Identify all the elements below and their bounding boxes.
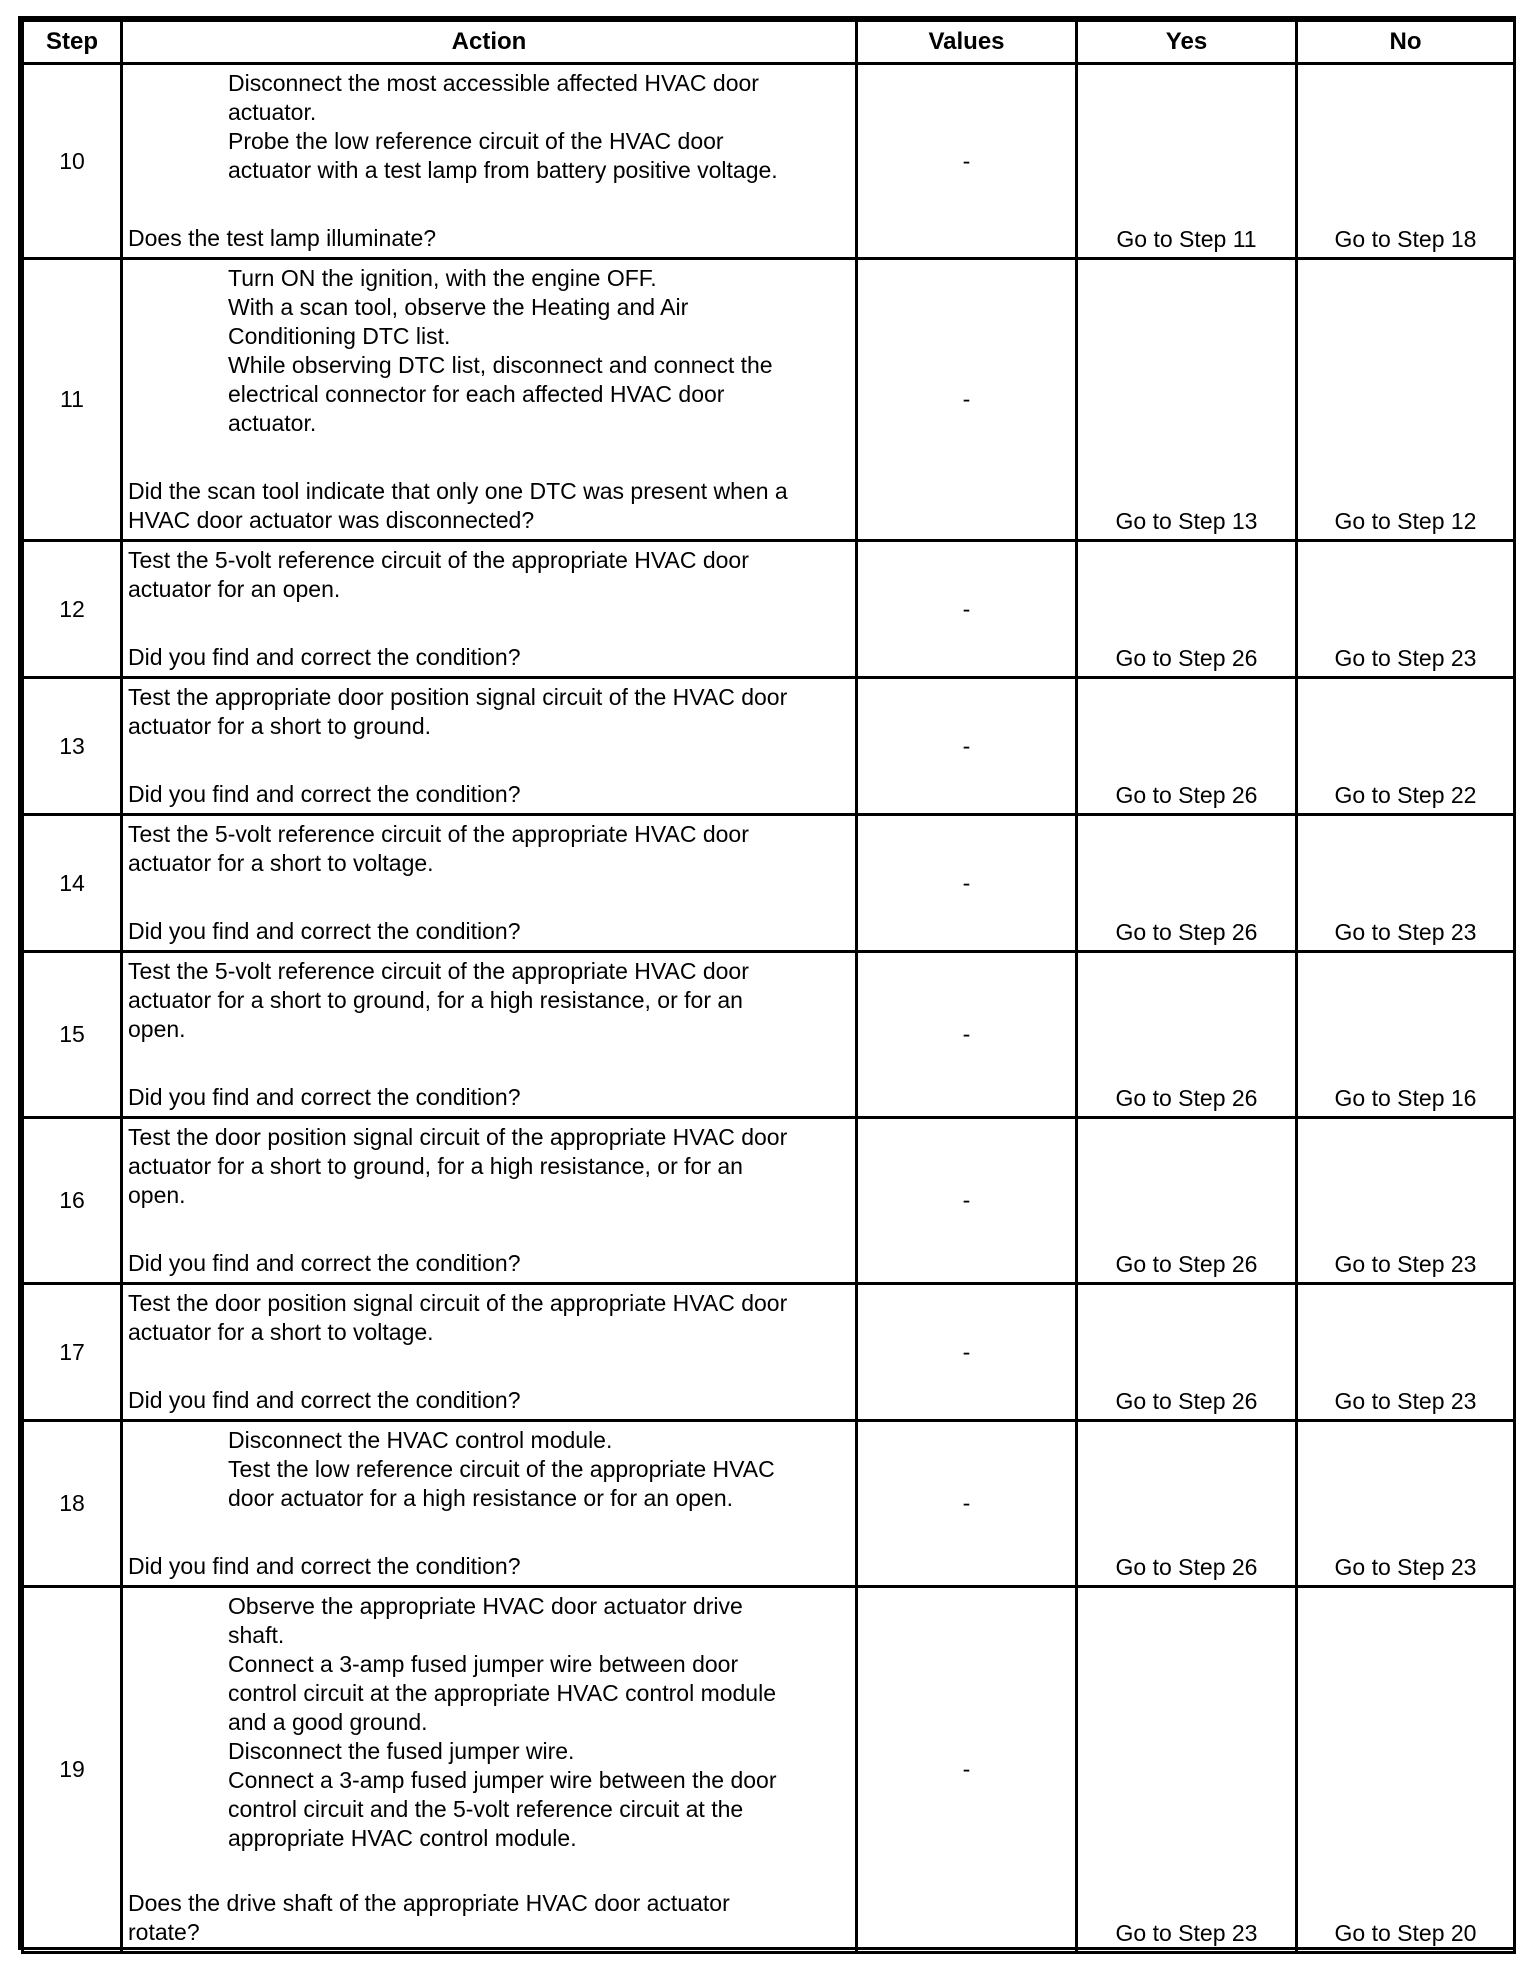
action-instruction: Test the door position signal circuit of the appropriate HVAC door actuator for a short to voltage. bbox=[128, 1290, 788, 1345]
values-cell: - bbox=[857, 952, 1077, 1118]
values-cell: - bbox=[857, 259, 1077, 541]
step-number: 18 bbox=[23, 1421, 122, 1587]
action-question: Does the test lamp illuminate? bbox=[128, 225, 437, 251]
no-cell: Go to Step 12 bbox=[1297, 259, 1515, 541]
values-cell: - bbox=[857, 1118, 1077, 1284]
action-instruction: Turn ON the ignition, with the engine OFF. With a scan tool, observe the Heating and Air Conditioning DTC list. While observing DTC list, disconnect and connect the electrical connector for each affected HVAC door actuator. bbox=[228, 265, 773, 436]
yes-cell: Go to Step 11 bbox=[1077, 64, 1297, 259]
step-number: 11 bbox=[23, 259, 122, 541]
action-instruction: Test the appropriate door position signal circuit of the HVAC door actuator for a short to ground. bbox=[128, 684, 788, 739]
action-question: Did you find and correct the condition? bbox=[128, 918, 521, 944]
step-number: 15 bbox=[23, 952, 122, 1118]
action-question: Did you find and correct the condition? bbox=[128, 1387, 521, 1413]
action-instruction: Test the 5-volt reference circuit of the appropriate HVAC door actuator for a short to voltage. bbox=[128, 821, 749, 876]
action-cell bbox=[122, 815, 857, 952]
action-cell bbox=[122, 1587, 857, 1953]
table-row bbox=[23, 1284, 1515, 1421]
action-question: Did you find and correct the condition? bbox=[128, 1084, 521, 1110]
action-cell bbox=[122, 678, 857, 815]
step-number: 13 bbox=[23, 678, 122, 815]
table-row bbox=[23, 259, 1515, 541]
header-no: No bbox=[1297, 21, 1515, 64]
action-instruction: Disconnect the most accessible affected HVAC door actuator. Probe the low reference circuit of the HVAC door actuator with a test lamp from battery positive voltage. bbox=[228, 70, 778, 183]
yes-cell: Go to Step 26 bbox=[1077, 541, 1297, 678]
no-cell: Go to Step 18 bbox=[1297, 64, 1515, 259]
action-content bbox=[128, 820, 847, 946]
header-step: Step bbox=[23, 21, 122, 64]
step-number: 17 bbox=[23, 1284, 122, 1421]
action-question: Did you find and correct the condition? bbox=[128, 781, 521, 807]
step-number: 12 bbox=[23, 541, 122, 678]
step-number: 19 bbox=[23, 1587, 122, 1953]
table-row bbox=[23, 1118, 1515, 1284]
action-content bbox=[128, 1289, 847, 1415]
table-row bbox=[23, 541, 1515, 678]
no-cell: Go to Step 23 bbox=[1297, 815, 1515, 952]
table-row bbox=[23, 815, 1515, 952]
diagnostic-table-page bbox=[18, 16, 1516, 1950]
action-cell bbox=[122, 1421, 857, 1587]
values-cell: - bbox=[857, 1421, 1077, 1587]
table-row bbox=[23, 1421, 1515, 1587]
action-cell bbox=[122, 1284, 857, 1421]
values-cell: - bbox=[857, 815, 1077, 952]
no-cell: Go to Step 23 bbox=[1297, 1118, 1515, 1284]
no-cell: Go to Step 23 bbox=[1297, 541, 1515, 678]
action-cell bbox=[122, 1118, 857, 1284]
values-cell: - bbox=[857, 541, 1077, 678]
header-action: Action bbox=[122, 21, 857, 64]
action-question: Did you find and correct the condition? bbox=[128, 1553, 521, 1579]
header-row bbox=[23, 21, 1515, 64]
yes-cell: Go to Step 26 bbox=[1077, 1118, 1297, 1284]
no-cell: Go to Step 23 bbox=[1297, 1284, 1515, 1421]
step-number: 16 bbox=[23, 1118, 122, 1284]
action-content bbox=[128, 1592, 847, 1947]
yes-cell: Go to Step 26 bbox=[1077, 1421, 1297, 1587]
yes-cell: Go to Step 26 bbox=[1077, 815, 1297, 952]
action-instruction: Test the 5-volt reference circuit of the appropriate HVAC door actuator for an open. bbox=[128, 547, 749, 602]
action-question: Did you find and correct the condition? bbox=[128, 1250, 521, 1276]
values-cell: - bbox=[857, 1284, 1077, 1421]
action-content bbox=[128, 683, 847, 809]
yes-cell: Go to Step 26 bbox=[1077, 678, 1297, 815]
action-instruction: Test the door position signal circuit of the appropriate HVAC door actuator for a short to ground, for a high resistance, or for an open. bbox=[128, 1124, 788, 1208]
header-values: Values bbox=[857, 21, 1077, 64]
step-number: 10 bbox=[23, 64, 122, 259]
table-row bbox=[23, 952, 1515, 1118]
table-row bbox=[23, 64, 1515, 259]
action-content bbox=[128, 69, 847, 253]
action-question: Did you find and correct the condition? bbox=[128, 644, 521, 670]
action-cell bbox=[122, 541, 857, 678]
table-row bbox=[23, 1587, 1515, 1953]
action-question: Did the scan tool indicate that only one DTC was present when a HVAC door actuator was disconnected? bbox=[128, 478, 788, 533]
action-content bbox=[128, 1426, 847, 1581]
values-cell: - bbox=[857, 64, 1077, 259]
yes-cell: Go to Step 26 bbox=[1077, 952, 1297, 1118]
action-cell bbox=[122, 259, 857, 541]
header-yes: Yes bbox=[1077, 21, 1297, 64]
no-cell: Go to Step 20 bbox=[1297, 1587, 1515, 1953]
yes-cell: Go to Step 23 bbox=[1077, 1587, 1297, 1953]
action-instruction: Test the 5-volt reference circuit of the appropriate HVAC door actuator for a short to ground, for a high resistance, or for an open. bbox=[128, 958, 749, 1042]
action-question: Does the drive shaft of the appropriate HVAC door actuator rotate? bbox=[128, 1890, 730, 1945]
diagnostic-steps-table bbox=[21, 19, 1516, 1954]
action-cell bbox=[122, 64, 857, 259]
action-content bbox=[128, 957, 847, 1112]
action-content bbox=[128, 1123, 847, 1278]
no-cell: Go to Step 22 bbox=[1297, 678, 1515, 815]
values-cell: - bbox=[857, 678, 1077, 815]
no-cell: Go to Step 16 bbox=[1297, 952, 1515, 1118]
action-cell bbox=[122, 952, 857, 1118]
yes-cell: Go to Step 13 bbox=[1077, 259, 1297, 541]
step-number: 14 bbox=[23, 815, 122, 952]
values-cell: - bbox=[857, 1587, 1077, 1953]
yes-cell: Go to Step 26 bbox=[1077, 1284, 1297, 1421]
table-row bbox=[23, 678, 1515, 815]
no-cell: Go to Step 23 bbox=[1297, 1421, 1515, 1587]
action-content bbox=[128, 546, 847, 672]
action-instruction: Observe the appropriate HVAC door actuator drive shaft. Connect a 3-amp fused jumper wire between door control circuit at the appropriate HVAC control module and a good ground. Disconnect the fused jumper wire. Connect a 3-amp fused jumper wire between the door control circuit and the 5-volt reference circuit at the appropriate HVAC control module. bbox=[228, 1593, 777, 1851]
action-instruction: Disconnect the HVAC control module. Test the low reference circuit of the appropriate HVAC door actuator for a high resistance or for an open. bbox=[228, 1427, 775, 1511]
action-content bbox=[128, 264, 847, 535]
